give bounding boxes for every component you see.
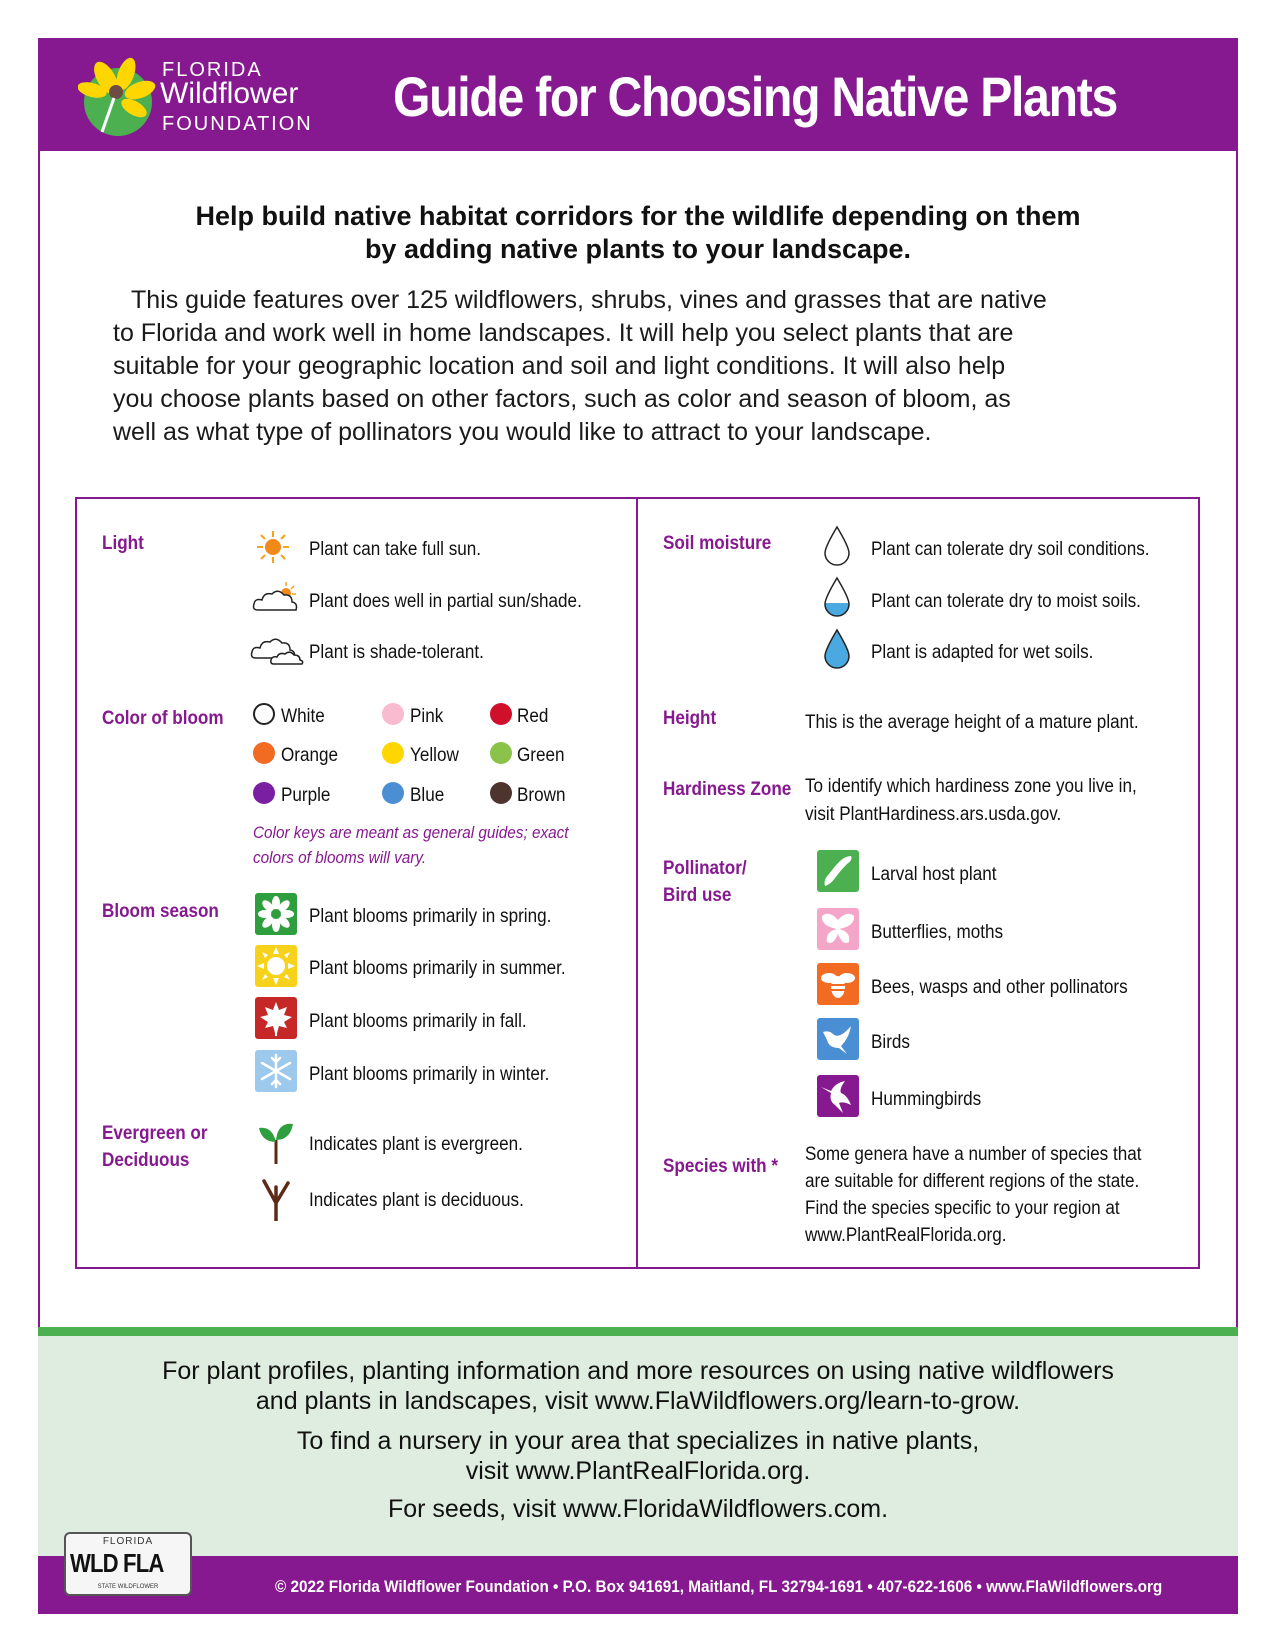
legend-label-evergreen-deciduous	[102, 1120, 208, 1174]
color-label-purple: Purple	[281, 785, 331, 806]
purple-swatch	[253, 782, 275, 804]
color-label-blue: Blue	[410, 785, 445, 806]
yellow-swatch	[382, 742, 404, 764]
hardiness-text	[805, 773, 1137, 829]
plate-main-text: WLD FLA	[70, 1548, 164, 1578]
foundation-logo[interactable]	[78, 56, 323, 146]
spring-flower-icon	[255, 893, 297, 935]
light-shade-text: Plant is shade-tolerant.	[309, 642, 484, 663]
bee-icon	[817, 963, 859, 1005]
butterfly-icon	[817, 908, 859, 950]
resources-line: For plant profiles, planting information and more resources on using native wildflowers	[162, 1357, 1114, 1385]
intro-heading-line: Help build native habitat corridors for the wildlife depending on them	[195, 201, 1081, 231]
brown-swatch	[490, 782, 512, 804]
birds-text: Birds	[871, 1032, 910, 1053]
white-swatch	[253, 703, 275, 725]
evergreen-text: Indicates plant is evergreen.	[309, 1134, 523, 1155]
intro-line: you choose plants based on other factors, such as color and season of bloom, as	[113, 385, 1011, 413]
deciduous-branch-icon	[260, 1177, 292, 1221]
plate-state-text: FLORIDA	[102, 1536, 154, 1547]
wet-soil-text: Plant is adapted for wet soils.	[871, 642, 1094, 663]
fall-leaf-icon	[255, 997, 297, 1039]
intro-line: well as what type of pollinators you would like to attract to your landscape.	[113, 418, 932, 446]
color-label-brown: Brown	[517, 785, 566, 806]
intro-line: suitable for your geographic location and soil and light conditions. It will also help	[113, 352, 1006, 380]
spring-text: Plant blooms primarily in spring.	[309, 906, 552, 927]
label-line: Deciduous	[102, 1150, 190, 1171]
caterpillar-icon	[817, 850, 859, 892]
fall-text: Plant blooms primarily in fall.	[309, 1011, 527, 1032]
empty-drop-icon	[823, 525, 851, 567]
green-divider-bar	[38, 1327, 1238, 1336]
header-banner	[38, 38, 1238, 151]
wildflower-logo-icon	[78, 56, 163, 138]
legend-label-hardiness-zone: Hardiness Zone	[663, 779, 792, 800]
color-label-red: Red	[517, 706, 549, 727]
resources-line: To find a nursery in your area that specializes in native plants,	[296, 1427, 980, 1455]
resources-paragraph-seeds[interactable]: For seeds, visit www.FloridaWildflowers.com.	[387, 1495, 889, 1523]
light-full-sun-text: Plant can take full sun.	[309, 539, 482, 560]
winter-snowflake-icon	[255, 1050, 297, 1092]
color-note-line: colors of blooms will vary.	[253, 848, 427, 867]
full-drop-icon	[823, 628, 851, 670]
species-text	[805, 1141, 1142, 1249]
species-line: are suitable for different regions of the state.	[805, 1171, 1140, 1192]
color-label-green: Green	[517, 745, 565, 766]
label-line: Bird use	[663, 885, 732, 906]
legend-divider	[636, 497, 638, 1269]
color-label-pink: Pink	[410, 706, 444, 727]
label-line: Pollinator/	[663, 858, 747, 879]
intro-heading-line: by adding native plants to your landscape.	[364, 234, 912, 264]
intro-paragraph	[113, 284, 1153, 449]
color-label-orange: Orange	[281, 745, 339, 766]
summer-sun-icon	[255, 945, 297, 987]
pink-swatch	[382, 703, 404, 725]
legend-label-pollinator	[663, 855, 747, 909]
resources-section	[38, 1336, 1238, 1556]
label-line: Evergreen or	[102, 1123, 208, 1144]
species-line: Find the species specific to your region at	[805, 1198, 1120, 1219]
species-link[interactable]: www.PlantRealFlorida.org.	[805, 1225, 1007, 1246]
partial-sun-icon	[252, 580, 304, 614]
hummingbird-icon	[817, 1075, 859, 1117]
logo-text-florida: FLORIDA	[162, 59, 263, 81]
dry-soil-text: Plant can tolerate dry soil conditions.	[871, 539, 1150, 560]
legend-label-soil-moisture: Soil moisture	[663, 533, 772, 554]
resources-paragraph-profiles	[38, 1356, 1238, 1416]
color-label-white: White	[281, 706, 325, 727]
blue-swatch	[382, 782, 404, 804]
larval-host-text: Larval host plant	[871, 864, 997, 885]
butterflies-text: Butterflies, moths	[871, 922, 1004, 943]
logo-text-wildflower: Wildflower	[160, 77, 299, 110]
legend-label-bloom-season: Bloom season	[102, 901, 219, 922]
color-note	[253, 820, 577, 870]
green-swatch	[490, 742, 512, 764]
intro-heading	[80, 200, 1196, 266]
evergreen-sprout-icon	[256, 1120, 296, 1164]
bird-icon	[817, 1018, 859, 1060]
plate-bottom-text: STATE WILDFLOWER	[97, 1584, 159, 1590]
resources-paragraph-nursery	[38, 1426, 1238, 1486]
hardiness-link[interactable]: visit PlantHardiness.ars.usda.gov.	[805, 804, 1062, 825]
resources-link[interactable]: and plants in landscapes, visit www.FlaWildflowers.org/learn-to-grow.	[255, 1387, 1021, 1415]
color-note-line: Color keys are meant as general guides; exact	[253, 823, 569, 842]
sun-icon	[256, 530, 290, 564]
legend-label-color-of-bloom: Color of bloom	[102, 708, 224, 729]
dry-moist-soil-text: Plant can tolerate dry to moist soils.	[871, 591, 1141, 612]
intro-line: This guide features over 125 wildflowers, shrubs, vines and grasses that are native	[131, 286, 1047, 314]
deciduous-text: Indicates plant is deciduous.	[309, 1190, 524, 1211]
legend-label-species: Species with *	[663, 1156, 779, 1177]
winter-text: Plant blooms primarily in winter.	[309, 1064, 550, 1085]
license-plate-logo	[64, 1532, 192, 1596]
red-swatch	[490, 703, 512, 725]
species-line: Some genera have a number of species that	[805, 1144, 1142, 1165]
light-partial-sun-text: Plant does well in partial sun/shade.	[309, 591, 582, 612]
half-drop-icon	[823, 576, 851, 618]
legend-label-light: Light	[102, 533, 144, 554]
color-label-yellow: Yellow	[410, 745, 459, 766]
hardiness-line: To identify which hardiness zone you live in,	[805, 776, 1137, 797]
logo-text-foundation: FOUNDATION	[162, 113, 313, 135]
hummingbirds-text: Hummingbirds	[871, 1089, 982, 1110]
orange-swatch	[253, 742, 275, 764]
legend-label-height: Height	[663, 708, 717, 729]
footer-contact-text: © 2022 Florida Wildflower Foundation • P.O. Box 941691, Maitland, FL 32794-1691 • 407-622-1606 • www.FlaWildflowers.org	[275, 1577, 1163, 1596]
page-title: Guide for Choosing Native Plants	[393, 65, 1118, 128]
resources-link[interactable]: visit www.PlantRealFlorida.org.	[465, 1457, 811, 1485]
summer-text: Plant blooms primarily in summer.	[309, 958, 566, 979]
intro-line: to Florida and work well in home landscapes. It will help you select plants that are	[113, 319, 1014, 347]
bees-text: Bees, wasps and other pollinators	[871, 977, 1128, 998]
cloud-icon	[250, 632, 306, 666]
height-text: This is the average height of a mature plant.	[805, 712, 1139, 733]
